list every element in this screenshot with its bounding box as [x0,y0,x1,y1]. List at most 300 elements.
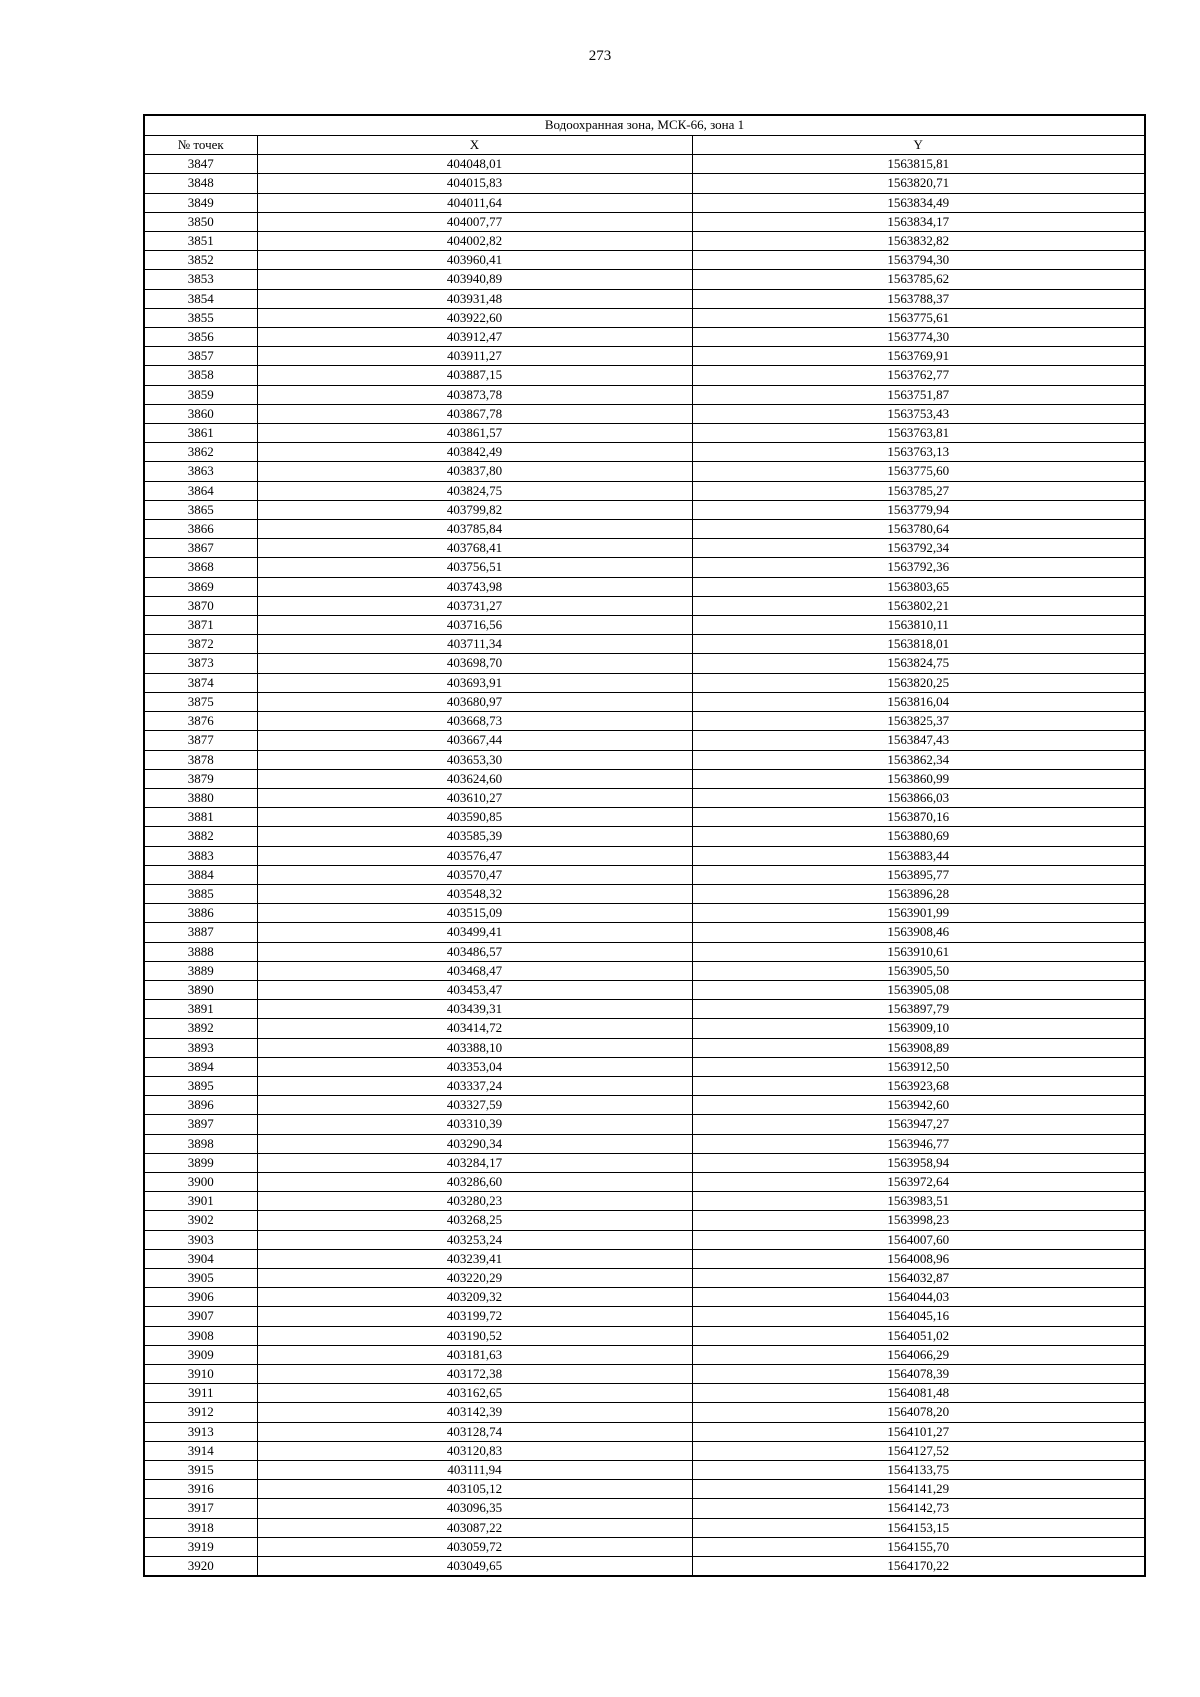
cell-y: 1563897,79 [692,1000,1145,1019]
table-row [144,539,1145,558]
table-row [144,616,1145,635]
cell-x: 403280,23 [257,1192,692,1211]
cell-x: 403239,41 [257,1249,692,1268]
cell-point-number: 3884 [144,865,257,884]
cell-x: 403768,41 [257,539,692,558]
cell-y: 1564142,73 [692,1499,1145,1518]
cell-point-number: 3897 [144,1115,257,1134]
table-row [144,788,1145,807]
table-row [144,462,1145,481]
cell-y: 1563785,62 [692,270,1145,289]
cell-point-number: 3875 [144,692,257,711]
cell-point-number: 3910 [144,1365,257,1384]
cell-x: 403610,27 [257,788,692,807]
table-row [144,1557,1145,1577]
cell-point-number: 3851 [144,232,257,251]
table-row [144,308,1145,327]
cell-point-number: 3903 [144,1230,257,1249]
table-row [144,596,1145,615]
cell-x: 403887,15 [257,366,692,385]
cell-point-number: 3882 [144,827,257,846]
cell-point-number: 3861 [144,424,257,443]
table-row [144,673,1145,692]
cell-point-number: 3886 [144,904,257,923]
table-row [144,731,1145,750]
cell-x: 403486,57 [257,942,692,961]
cell-x: 403911,27 [257,347,692,366]
cell-x: 403468,47 [257,961,692,980]
column-header-y: Y [692,136,1145,155]
page-number: 273 [588,48,612,64]
cell-x: 403181,63 [257,1345,692,1364]
table-row [144,692,1145,711]
cell-point-number: 3899 [144,1153,257,1172]
table-header-row [144,136,1145,155]
cell-point-number: 3870 [144,596,257,615]
cell-y: 1563769,91 [692,347,1145,366]
cell-y: 1563825,37 [692,712,1145,731]
cell-y: 1563908,46 [692,923,1145,942]
cell-x: 403731,27 [257,596,692,615]
cell-y: 1563815,81 [692,155,1145,174]
cell-point-number: 3888 [144,942,257,961]
cell-y: 1563834,17 [692,212,1145,231]
cell-x: 403756,51 [257,558,692,577]
table-row [144,385,1145,404]
cell-point-number: 3909 [144,1345,257,1364]
cell-point-number: 3859 [144,385,257,404]
table-row [144,961,1145,980]
table-row [144,769,1145,788]
cell-x: 403199,72 [257,1307,692,1326]
table-row [144,1403,1145,1422]
table-row [144,846,1145,865]
cell-x: 403059,72 [257,1537,692,1556]
cell-x: 404048,01 [257,155,692,174]
table-row [144,520,1145,539]
cell-y: 1563912,50 [692,1057,1145,1076]
cell-x: 403220,29 [257,1268,692,1287]
cell-point-number: 3914 [144,1441,257,1460]
cell-point-number: 3901 [144,1192,257,1211]
cell-x: 403570,47 [257,865,692,884]
cell-point-number: 3890 [144,980,257,999]
cell-y: 1563860,99 [692,769,1145,788]
cell-x: 403576,47 [257,846,692,865]
cell-x: 404002,82 [257,232,692,251]
cell-y: 1563901,99 [692,904,1145,923]
cell-point-number: 3847 [144,155,257,174]
cell-x: 403105,12 [257,1480,692,1499]
cell-y: 1563942,60 [692,1096,1145,1115]
cell-y: 1563958,94 [692,1153,1145,1172]
cell-point-number: 3887 [144,923,257,942]
table-row [144,251,1145,270]
cell-point-number: 3873 [144,654,257,673]
cell-point-number: 3878 [144,750,257,769]
cell-point-number: 3893 [144,1038,257,1057]
cell-y: 1563998,23 [692,1211,1145,1230]
cell-point-number: 3877 [144,731,257,750]
cell-y: 1564133,75 [692,1461,1145,1480]
cell-x: 403209,32 [257,1288,692,1307]
cell-point-number: 3892 [144,1019,257,1038]
table-row [144,558,1145,577]
table-row [144,865,1145,884]
cell-y: 1563834,49 [692,193,1145,212]
cell-y: 1564008,96 [692,1249,1145,1268]
table-row [144,1422,1145,1441]
cell-x: 403680,97 [257,692,692,711]
cell-y: 1563818,01 [692,635,1145,654]
cell-point-number: 3900 [144,1172,257,1191]
cell-x: 403716,56 [257,616,692,635]
cell-y: 1563788,37 [692,289,1145,308]
table-row [144,712,1145,731]
cell-y: 1563923,68 [692,1076,1145,1095]
cell-y: 1563794,30 [692,251,1145,270]
cell-x: 403096,35 [257,1499,692,1518]
cell-point-number: 3854 [144,289,257,308]
table-row [144,1057,1145,1076]
cell-x: 403960,41 [257,251,692,270]
cell-y: 1564141,29 [692,1480,1145,1499]
cell-point-number: 3867 [144,539,257,558]
table-row [144,1096,1145,1115]
cell-y: 1563751,87 [692,385,1145,404]
cell-x: 403585,39 [257,827,692,846]
table-title-row [144,115,1145,136]
cell-point-number: 3879 [144,769,257,788]
cell-point-number: 3874 [144,673,257,692]
cell-x: 403353,04 [257,1057,692,1076]
cell-point-number: 3872 [144,635,257,654]
table-row [144,827,1145,846]
cell-point-number: 3912 [144,1403,257,1422]
table-row [144,1345,1145,1364]
cell-y: 1563905,08 [692,980,1145,999]
table-row [144,1211,1145,1230]
table-row [144,212,1145,231]
cell-x: 403624,60 [257,769,692,788]
cell-point-number: 3865 [144,500,257,519]
cell-x: 403698,70 [257,654,692,673]
cell-x: 403453,47 [257,980,692,999]
cell-y: 1563810,11 [692,616,1145,635]
cell-point-number: 3896 [144,1096,257,1115]
cell-point-number: 3850 [144,212,257,231]
cell-y: 1563792,34 [692,539,1145,558]
cell-point-number: 3864 [144,481,257,500]
table-row [144,270,1145,289]
table-row [144,1019,1145,1038]
coordinates-table [143,114,1146,1577]
cell-y: 1564170,22 [692,1557,1145,1577]
cell-point-number: 3913 [144,1422,257,1441]
table-row [144,980,1145,999]
cell-y: 1563972,64 [692,1172,1145,1191]
cell-point-number: 3866 [144,520,257,539]
table-title: Водоохранная зона, МСК-66, зона 1 [144,115,1145,136]
table-row [144,1268,1145,1287]
cell-y: 1563866,03 [692,788,1145,807]
cell-point-number: 3855 [144,308,257,327]
column-header-point-number: № точек [144,136,257,155]
cell-y: 1563946,77 [692,1134,1145,1153]
table-row [144,1518,1145,1537]
cell-x: 403837,80 [257,462,692,481]
cell-x: 403711,34 [257,635,692,654]
cell-x: 403873,78 [257,385,692,404]
cell-y: 1563816,04 [692,692,1145,711]
cell-x: 403142,39 [257,1403,692,1422]
table-row [144,1038,1145,1057]
table-row [144,1480,1145,1499]
cell-point-number: 3911 [144,1384,257,1403]
cell-y: 1563774,30 [692,328,1145,347]
cell-point-number: 3889 [144,961,257,980]
cell-y: 1563785,27 [692,481,1145,500]
cell-y: 1563820,71 [692,174,1145,193]
cell-point-number: 3876 [144,712,257,731]
cell-y: 1564051,02 [692,1326,1145,1345]
cell-x: 403912,47 [257,328,692,347]
cell-y: 1564153,15 [692,1518,1145,1537]
table-row [144,884,1145,903]
cell-x: 404015,83 [257,174,692,193]
cell-point-number: 3919 [144,1537,257,1556]
cell-y: 1564007,60 [692,1230,1145,1249]
cell-point-number: 3869 [144,577,257,596]
cell-point-number: 3904 [144,1249,257,1268]
cell-point-number: 3883 [144,846,257,865]
cell-y: 1563775,61 [692,308,1145,327]
cell-y: 1563883,44 [692,846,1145,865]
cell-x: 403290,34 [257,1134,692,1153]
table-body [144,155,1145,1577]
cell-y: 1563753,43 [692,404,1145,423]
cell-x: 403867,78 [257,404,692,423]
table-row [144,1537,1145,1556]
cell-x: 403922,60 [257,308,692,327]
cell-point-number: 3857 [144,347,257,366]
table-row [144,635,1145,654]
cell-y: 1563909,10 [692,1019,1145,1038]
cell-x: 403337,24 [257,1076,692,1095]
cell-y: 1564078,20 [692,1403,1145,1422]
cell-point-number: 3856 [144,328,257,347]
table-row [144,1134,1145,1153]
table-row [144,174,1145,193]
cell-x: 403253,24 [257,1230,692,1249]
cell-y: 1564155,70 [692,1537,1145,1556]
cell-y: 1564081,48 [692,1384,1145,1403]
cell-point-number: 3852 [144,251,257,270]
cell-x: 403842,49 [257,443,692,462]
cell-x: 403268,25 [257,1211,692,1230]
table-row [144,1000,1145,1019]
cell-x: 403693,91 [257,673,692,692]
cell-x: 403824,75 [257,481,692,500]
table-row [144,1288,1145,1307]
table-row [144,1115,1145,1134]
cell-x: 403499,41 [257,923,692,942]
table-row [144,577,1145,596]
cell-x: 403172,38 [257,1365,692,1384]
cell-point-number: 3905 [144,1268,257,1287]
cell-y: 1563803,65 [692,577,1145,596]
cell-y: 1564127,52 [692,1441,1145,1460]
cell-x: 403087,22 [257,1518,692,1537]
table-row [144,1230,1145,1249]
cell-x: 403284,17 [257,1153,692,1172]
cell-y: 1563895,77 [692,865,1145,884]
cell-x: 403931,48 [257,289,692,308]
cell-x: 403439,31 [257,1000,692,1019]
cell-y: 1563802,21 [692,596,1145,615]
cell-point-number: 3917 [144,1499,257,1518]
table-row [144,424,1145,443]
table-row [144,289,1145,308]
cell-point-number: 3849 [144,193,257,212]
cell-point-number: 3891 [144,1000,257,1019]
table-row [144,1441,1145,1460]
cell-point-number: 3894 [144,1057,257,1076]
cell-x: 403120,83 [257,1441,692,1460]
cell-y: 1563908,89 [692,1038,1145,1057]
cell-x: 403162,65 [257,1384,692,1403]
cell-point-number: 3862 [144,443,257,462]
cell-x: 403940,89 [257,270,692,289]
table-row [144,942,1145,961]
table-row [144,904,1145,923]
cell-y: 1563780,64 [692,520,1145,539]
cell-y: 1563775,60 [692,462,1145,481]
table-row [144,328,1145,347]
cell-y: 1564078,39 [692,1365,1145,1384]
table-row [144,1307,1145,1326]
table-row [144,232,1145,251]
table-row [144,1461,1145,1480]
cell-point-number: 3871 [144,616,257,635]
cell-point-number: 3898 [144,1134,257,1153]
cell-x: 403590,85 [257,808,692,827]
cell-point-number: 3881 [144,808,257,827]
cell-y: 1563779,94 [692,500,1145,519]
table-row [144,481,1145,500]
cell-x: 403286,60 [257,1172,692,1191]
cell-point-number: 3848 [144,174,257,193]
cell-x: 403799,82 [257,500,692,519]
cell-point-number: 3863 [144,462,257,481]
cell-point-number: 3880 [144,788,257,807]
cell-point-number: 3853 [144,270,257,289]
cell-x: 403310,39 [257,1115,692,1134]
cell-x: 403388,10 [257,1038,692,1057]
cell-y: 1563947,27 [692,1115,1145,1134]
cell-y: 1564032,87 [692,1268,1145,1287]
cell-x: 403861,57 [257,424,692,443]
cell-x: 403653,30 [257,750,692,769]
table-row [144,1499,1145,1518]
cell-y: 1563910,61 [692,942,1145,961]
cell-point-number: 3895 [144,1076,257,1095]
cell-x: 403667,44 [257,731,692,750]
cell-y: 1563832,82 [692,232,1145,251]
table-row [144,366,1145,385]
table-row [144,1365,1145,1384]
cell-y: 1563792,36 [692,558,1145,577]
cell-x: 403548,32 [257,884,692,903]
cell-x: 403190,52 [257,1326,692,1345]
table-row [144,155,1145,174]
table-row [144,1384,1145,1403]
cell-y: 1564045,16 [692,1307,1145,1326]
cell-x: 403785,84 [257,520,692,539]
table-row [144,1172,1145,1191]
cell-y: 1563847,43 [692,731,1145,750]
cell-x: 403743,98 [257,577,692,596]
cell-y: 1563896,28 [692,884,1145,903]
table-row [144,404,1145,423]
cell-point-number: 3885 [144,884,257,903]
table-row [144,750,1145,769]
cell-x: 403327,59 [257,1096,692,1115]
cell-y: 1563862,34 [692,750,1145,769]
cell-y: 1563983,51 [692,1192,1145,1211]
cell-x: 403049,65 [257,1557,692,1577]
table-row [144,654,1145,673]
cell-x: 404011,64 [257,193,692,212]
cell-point-number: 3907 [144,1307,257,1326]
cell-y: 1563905,50 [692,961,1145,980]
table-row [144,1153,1145,1172]
cell-point-number: 3908 [144,1326,257,1345]
cell-x: 403515,09 [257,904,692,923]
cell-x: 403414,72 [257,1019,692,1038]
cell-x: 404007,77 [257,212,692,231]
column-header-x: X [257,136,692,155]
cell-x: 403668,73 [257,712,692,731]
table-row [144,500,1145,519]
table-row [144,1249,1145,1268]
cell-point-number: 3920 [144,1557,257,1577]
table-row [144,923,1145,942]
table-row [144,1076,1145,1095]
cell-point-number: 3858 [144,366,257,385]
cell-y: 1563870,16 [692,808,1145,827]
cell-point-number: 3902 [144,1211,257,1230]
cell-y: 1564044,03 [692,1288,1145,1307]
cell-point-number: 3916 [144,1480,257,1499]
cell-x: 403111,94 [257,1461,692,1480]
cell-point-number: 3915 [144,1461,257,1480]
cell-point-number: 3860 [144,404,257,423]
cell-y: 1563824,75 [692,654,1145,673]
cell-y: 1563880,69 [692,827,1145,846]
table-row [144,1326,1145,1345]
cell-point-number: 3918 [144,1518,257,1537]
cell-y: 1563763,13 [692,443,1145,462]
cell-y: 1563762,77 [692,366,1145,385]
cell-point-number: 3906 [144,1288,257,1307]
cell-y: 1564101,27 [692,1422,1145,1441]
cell-y: 1563763,81 [692,424,1145,443]
table-row [144,193,1145,212]
table-row [144,1192,1145,1211]
table-row [144,808,1145,827]
cell-y: 1564066,29 [692,1345,1145,1364]
